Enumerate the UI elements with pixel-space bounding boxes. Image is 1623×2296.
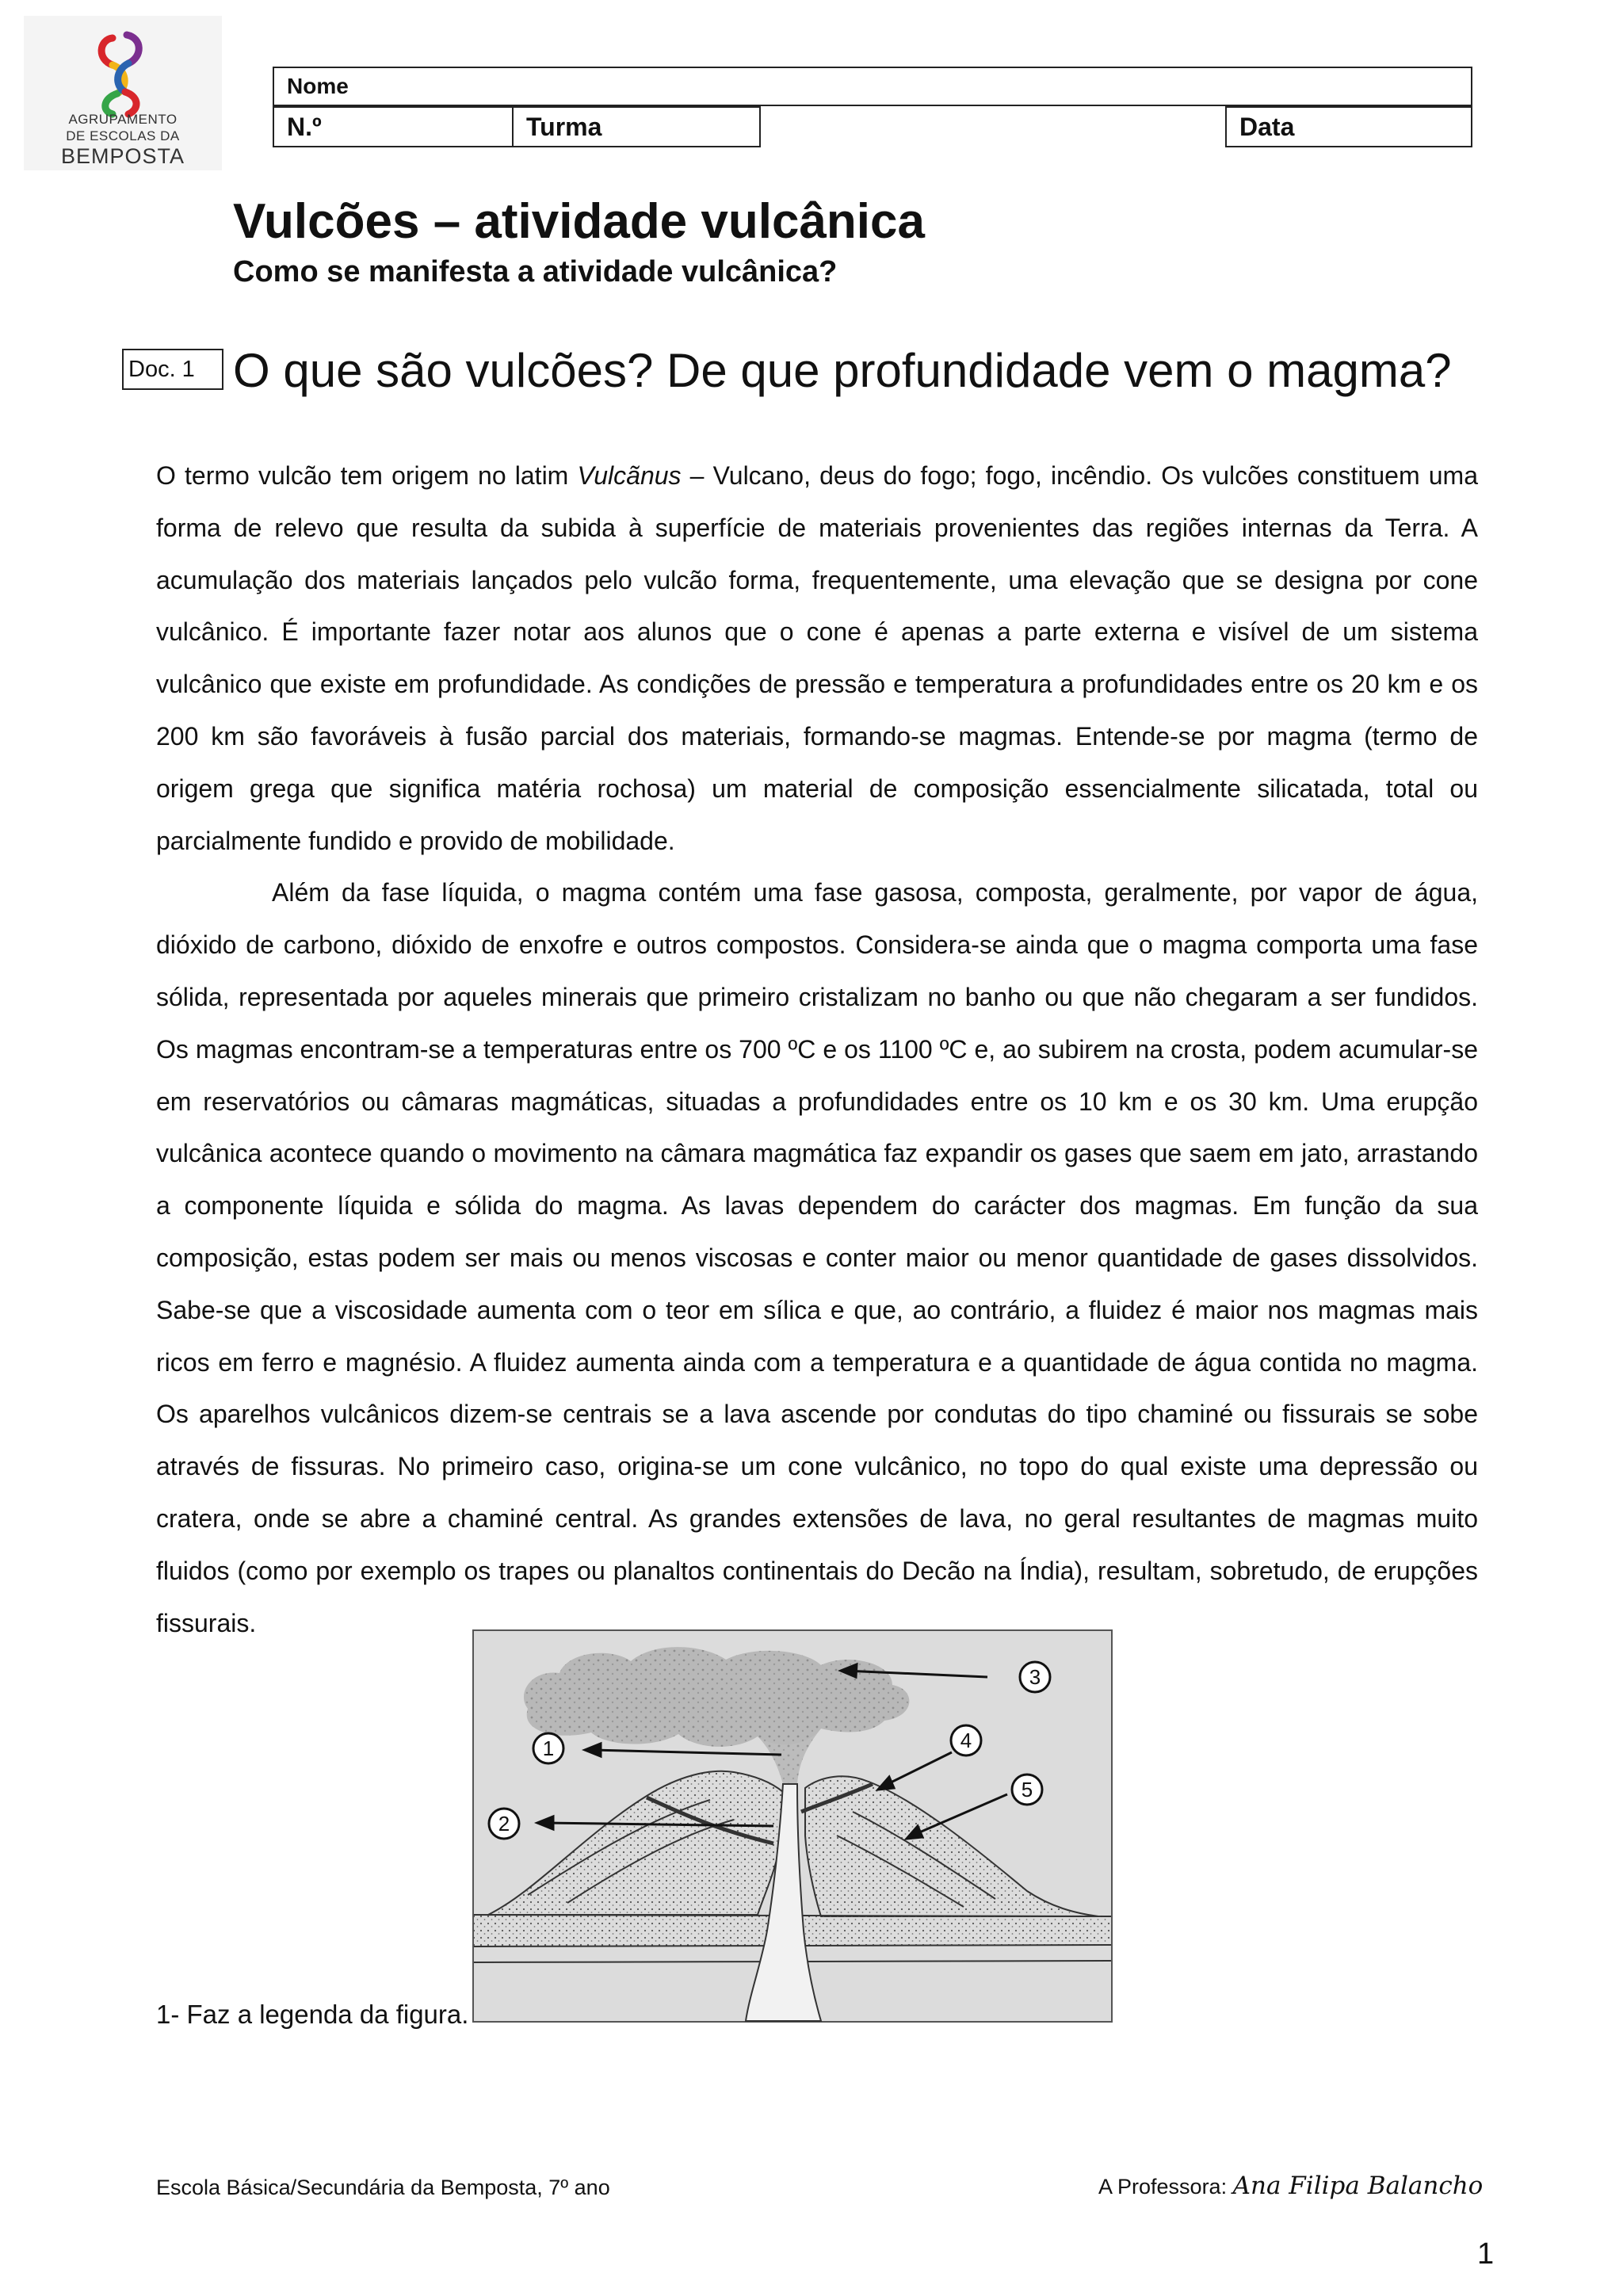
footer-school: Escola Básica/Secundária da Bemposta, 7º ano	[156, 2176, 610, 2199]
paragraph-1	[156, 450, 1478, 867]
data-field[interactable]	[1225, 106, 1472, 147]
nome-field[interactable]	[273, 67, 1472, 106]
numero-label: N.º	[287, 112, 322, 141]
figure-label-5: 5	[1021, 1778, 1033, 1801]
ash-cloud	[524, 1647, 909, 1747]
page-number: 1	[1477, 2237, 1495, 2271]
turma-field[interactable]	[512, 106, 761, 147]
body-text	[156, 450, 1478, 1649]
footer-teacher	[1098, 2170, 1483, 2202]
figure-label-2: 2	[498, 1812, 510, 1836]
figure-label-3: 3	[1029, 1665, 1041, 1689]
paragraph-2: Além da fase líquida, o magma contém uma fase gasosa, composta, geralmente, por vapor de água, dióxido de carbono, dióxido de enxofre e outros compostos. Considera-se ainda que o magma comporta uma fase sólida, representada por aqueles minerais que primeiro cristalizam no banho ou que não chegaram a ser fundidos. Os magmas encontram-se a temperaturas entre os 700 ºC e os 1100 ºC e, ao subirem na crosta, podem acumular-se em reservatórios ou câmaras magmáticas, situadas a profundidades entre os 10 km e os 30 km. Uma erupção vulcânica acontece quando o movimento na câmara magmática faz expandir os gases que saem em jato, arrastando a componente líquida e sólida do magma. As lavas dependem do carácter dos magmas. Em função da sua composição, estas podem ser mais ou menos viscosas e conter maior ou menor quantidade de gases dissolvidos. Sabe-se que a viscosidade aumenta com o teor em sílica e que, ao contrário, a fluidez é maior nos magmas mais ricos em ferro e magnésio. A fluidez aumenta ainda com a temperatura e a quantidade de água contida no magma. Os aparelhos vulcânicos dizem-se centrais se a lava ascende por condutas do tipo chaminé ou fissurais se sobe através de fissuras. No primeiro caso, origina-se um cone vulcânico, no topo do qual existe uma depressão ou cratera, onde se abre a chaminé central. As grandes extensões de lava, no geral resultantes de magmas muito fluidos (como por exemplo os trapes ou planaltos continentais do Decão na Índia), resultam, sobretudo, de erupções fissurais.	[156, 878, 1478, 1637]
school-logo-text	[24, 111, 222, 168]
data-label: Data	[1239, 112, 1295, 141]
doc-question: O que são vulcões? De que profundidade vem o magma?	[233, 344, 1452, 397]
p1-latin-term: Vulcãnus	[577, 461, 682, 490]
page-title: Vulcões – atividade vulcânica	[233, 194, 925, 249]
logo-line-escolas: DE ESCOLAS DA	[66, 128, 180, 143]
teacher-label: A Professora:	[1098, 2175, 1233, 2199]
turma-label: Turma	[526, 112, 602, 141]
logo-line-agrupamento: AGRUPAMENTO	[68, 112, 178, 127]
figure-label-4: 4	[960, 1729, 972, 1752]
task-instruction: 1- Faz a legenda da figura.	[156, 2000, 469, 2029]
logo-line-bemposta: BEMPOSTA	[60, 144, 185, 168]
page-subtitle: Como se manifesta a atividade vulcânica?	[233, 255, 838, 288]
nome-label: Nome	[287, 74, 349, 98]
doc-label: Doc. 1	[122, 349, 223, 390]
numero-field[interactable]	[273, 106, 514, 147]
figure-label-1: 1	[542, 1736, 555, 1760]
teacher-signature: Ana Filipa Balancho	[1232, 2172, 1484, 2200]
p1-rest: – Vulcano, deus do fogo; fogo, incêndio. Os vulcões constituem uma forma de relevo que resulta da subida à superfície de materiais provenientes das regiões internas da Terra. A acumulação dos materiais lançados pelo vulcão forma, frequentemente, uma elevação que se designa por cone vulcânico. É importante fazer notar aos alunos que o cone é apenas a parte externa e visível de um sistema vulcânico que existe em profundidade. As condições de pressão e temperatura a profundidades entre os 20 km e os 200 km são favoráveis à fusão parcial dos materiais, formando-se magmas. Entende-se por magma (termo de origem grega que significa matéria rochosa) um material de composição essencialmente silicatada, total ou parcialmente fundido e provido de mobilidade.	[156, 461, 1479, 855]
p1-start: O termo vulcão tem origem no latim	[156, 461, 578, 490]
volcano-diagram	[472, 1629, 1113, 2023]
